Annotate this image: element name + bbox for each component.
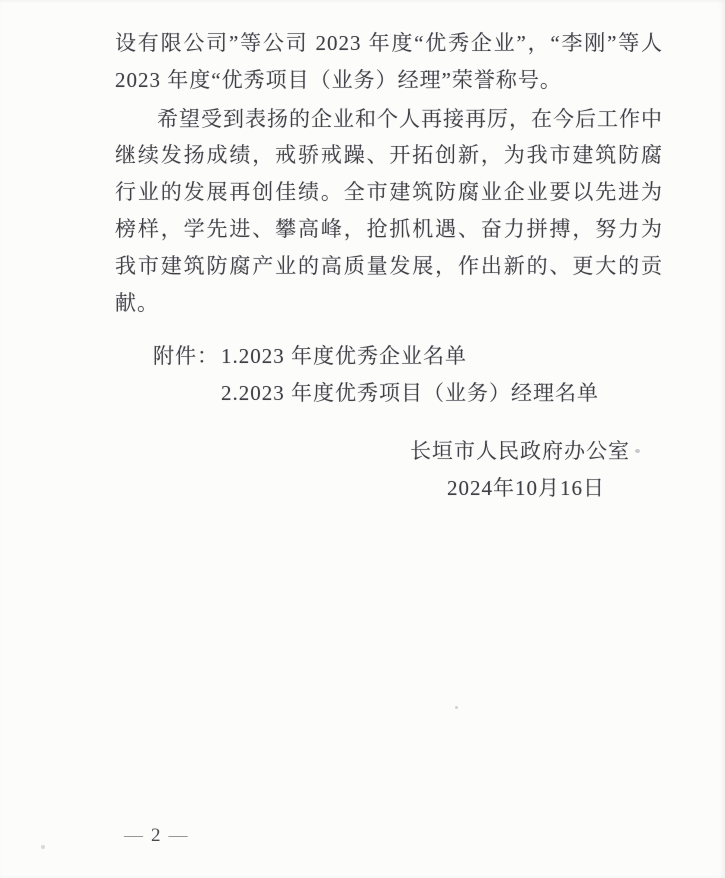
paragraph-honor-titles: 设有限公司”等公司 2023 年度“优秀企业”，“李刚”等人 2023 年度“优秀项目（业务）经理”荣誉称号。 <box>115 31 663 92</box>
attachments-list <box>221 338 599 412</box>
paragraph-encouragement: 希望受到表扬的企业和个人再接再厉，在今后工作中继续发扬成绩，戒骄戒躁、开拓创新，为我市建筑防腐行业的发展再创佳绩。全市建筑防腐业企业要以先进为榜样，学先进、攀高峰，抢抓机遇、奋力拼搏，努力为我市建筑防腐产业的高质量发展，作出新的、更大的贡献。 <box>115 106 663 315</box>
attachment-item-2: 2.2023 年度优秀项目（业务）经理名单 <box>221 381 599 406</box>
attachment-item-1: 1.2023 年度优秀企业名单 <box>221 344 467 369</box>
page-number-dash-left: — <box>124 825 145 846</box>
attachments-label: 附件： <box>153 344 219 369</box>
page-number-dash-right: — <box>168 825 190 846</box>
page-number <box>118 824 196 848</box>
scan-speck <box>41 845 45 849</box>
page-number-value: 2 <box>151 825 163 846</box>
scan-speck <box>455 706 458 709</box>
attachments-block <box>153 338 663 412</box>
signature-block <box>410 433 663 507</box>
document-body <box>115 25 663 507</box>
issuing-office: 长垣市人民政府办公室 <box>410 438 630 463</box>
issue-date: 2024年10月16日 <box>447 475 605 500</box>
scan-speck <box>635 449 640 453</box>
